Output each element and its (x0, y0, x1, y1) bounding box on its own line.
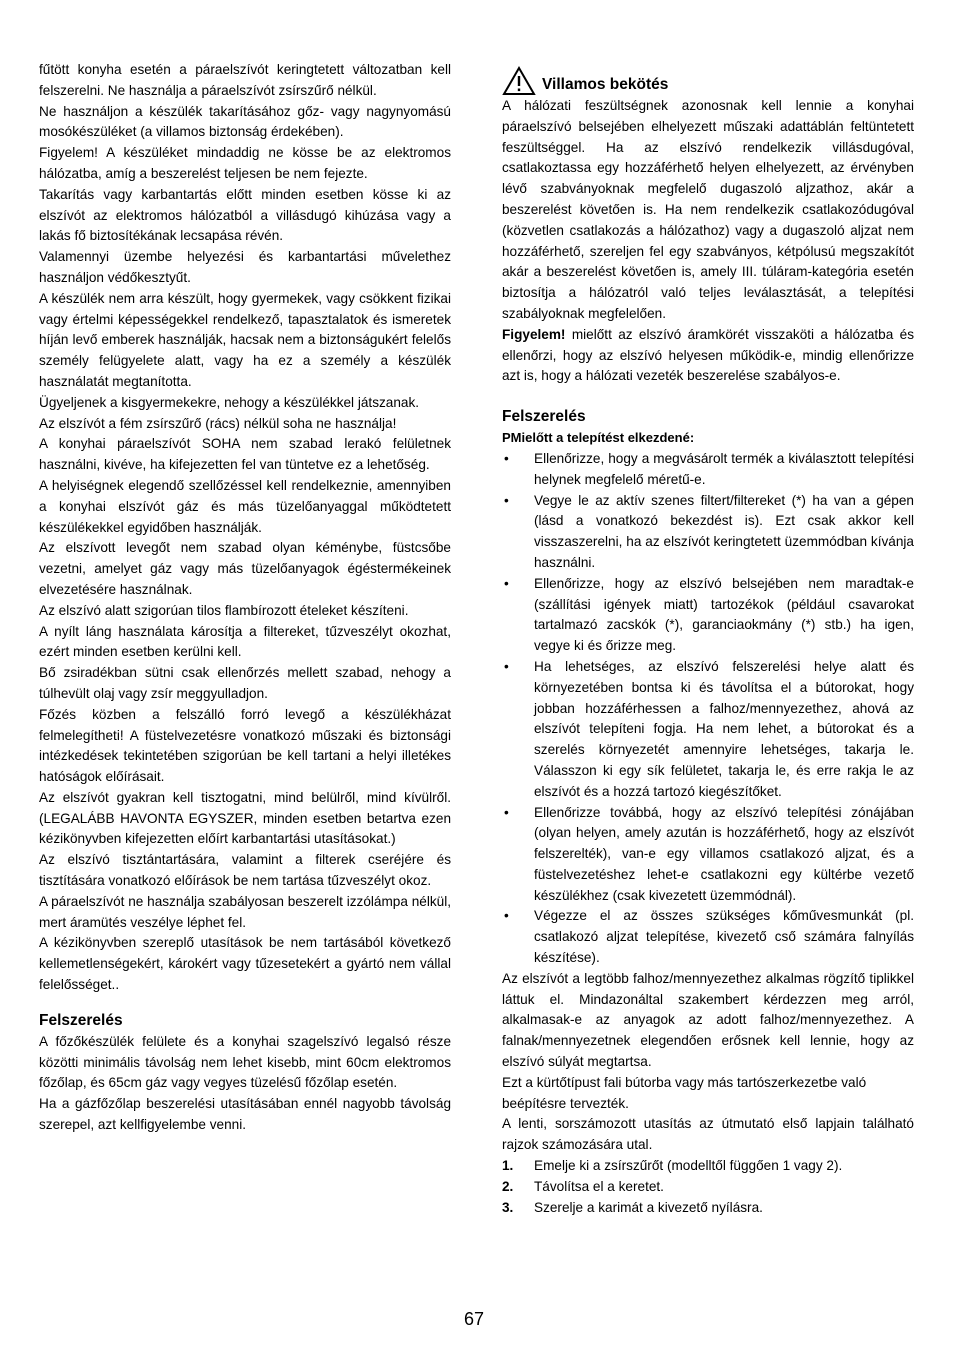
paragraph: Főzés közben a felszálló forró levegő a készülékházat felmelegítheti! A füstelvezetésre vonatkozó műszaki és biztonsági intézkedések tekintetében szigorúan be kell tartani a helyi illetékes hatóságok előírásait. (39, 706, 451, 785)
paragraph: Az elszívó alatt szigorúan tilos flambírozott ételeket készíteni. (39, 602, 409, 618)
paragraph: Az elszívott levegőt nem szabad olyan kéménybe, füstcsőbe vezetni, amelyet gáz vagy más tüzelőanyagok égéstermékeinek elvezetésére használnak. (39, 540, 451, 597)
paragraph: Figyelem! A készüléket mindaddig ne kösse be az elektromos hálózatba, amíg a beszerelést teljesen be nem fejezte. (39, 145, 451, 181)
paragraph: A főzőkészülék felülete és a konyhai szagelszívó legalsó része közötti minimális távolság nem lehet kisebb, mint 60cm elektromos főzőlap, és 65cm gáz vagy vegyes tüzelésű főzőlap esetén. (39, 1033, 451, 1091)
bullet-list (502, 449, 914, 969)
paragraph: Az elszívót a fém zsírszűrő (rács) nélkül soha ne használja! (39, 415, 397, 431)
step-text: Emelje ki a zsírszűrőt (modelltől függően 1 vagy 2). (534, 1158, 843, 1174)
warning-triangle-icon (502, 66, 536, 96)
paragraph: Takarítás vagy karbantartás előtt minden esetben kösse ki az elszívót az elektromos hálózatból a villásdugó kihúzása vagy a lakás fő biztosítékának lecsapása révén. (39, 186, 451, 244)
list-item: • Ellenőrizze, hogy a megvásárolt termék a kiválasztott telepítési helynek megfelelő méretű-e. (502, 449, 914, 491)
paragraph: Valamennyi üzembe helyezési és karbantartási művelethez használjon védőkesztyűt. (39, 249, 451, 285)
step-number: 2. (502, 1178, 514, 1194)
paragraph: A páraelszívót ne használja szabályosan beszerelt izzólámpa nélkül, mert áramütés veszélye léphet fel. (39, 893, 451, 930)
subheading: PMielőtt a telepítést elkezdené: (502, 430, 695, 446)
paragraph: A készülék nem arra készült, hogy gyermekek, vagy csökkent fizikai vagy értelmi képességekkel rendelkező, tapasztalatok és ismeretek híján levő emberek használják, hacsak nem a biztonságukért felelős személy felügyelete alatt, vagy ha ez a személy a készülék használatát megtanította. (39, 290, 451, 389)
section-heading-felszereles: Felszerelés (39, 1011, 123, 1029)
paragraph: Ügyeljenek a kisgyermekekre, nehogy a készülékkel játszanak. (39, 394, 420, 410)
paragraph: Az elszívót a legtöbb falhoz/mennyezethez alkalmas rögzítő tiplikkel láttuk el. Mindazonáltal szakembert kérdezzen meg arról, alkalmasak-e az anyagok az adott falhoz/mennyezethez. A falnak/mennyezetnek elegendően erősnek kell lennie, hogy az elszívó súlyát megtartsa. (502, 970, 914, 1070)
right-column (502, 60, 914, 1218)
step-number: 3. (502, 1199, 514, 1215)
step-number: 1. (502, 1158, 514, 1174)
left-column (39, 60, 451, 1136)
section-heading-villamos: Villamos bekötés (542, 76, 669, 93)
paragraph: Ha a gázfőzőlap beszerelési utasításában ennél nagyobb távolság szerepel, azt kellfigyelembe venni. (39, 1096, 451, 1133)
paragraph: Az elszívó tisztántartására, valamint a filterek cseréjére és tisztítására vonatkozó előírások be nem tartása tűzveszélyt okoz. (39, 852, 451, 889)
paragraph: A nyílt láng használata károsítja a filtereket, tűzveszélyt okozhat, ezért minden esetben kerülni kell. (39, 623, 451, 660)
list-item: • Vegye le az aktív szenes filtert/filtereket (*) ha van a gépen (lásd a vonatkozó bekezdést is). Ezt csak akkor kell visszaszerelni, ha az elszívót keringtetett üzemmódban kívánja használni. (502, 491, 914, 574)
step-item (502, 1156, 914, 1177)
list-item: • Végezze el az összes szükséges kőművesmunkát (pl. csatlakozó aljzat telepítése, kivezető cső számára falnyílás készítése). (502, 906, 914, 968)
paragraph: Az elszívót gyakran kell tisztogatni, mind belülről, mind kívülről. (LEGALÁBB HAVONTA EGYSZER, minden esetben betartva ezen kézikönyvben kifejezetten előírt karbantartási utasításokat.) (39, 789, 451, 847)
numbered-steps (502, 1156, 914, 1218)
step-text: Távolítsa el a keretet. (534, 1178, 664, 1194)
section-heading-felszereles: Felszerelés (502, 408, 586, 426)
paragraph: A kézikönyvben szereplő utasítások be nem tartásából következő kellemetlenségekért, károkért vagy tűzesetekért a gyártó nem vállal felelősséget.. (39, 935, 451, 993)
warning-paragraph (502, 325, 914, 387)
paragraph: A helyiségnek elegendő szellőzéssel kell rendelkeznie, amennyiben a konyhai elszívót gáz és más tüzelőanyaggal működtetett készülékekkel egyidőben használják. (39, 477, 451, 535)
paragraph: A konyhai páraelszívót SOHA nem szabad lerakó felületnek használni, kivéve, ha kifejezetten fel van tüntetve ez a lehetőség. (39, 436, 451, 473)
paragraph: A hálózati feszültségnek azonosnak kell lennie a konyhai páraelszívó belsejében elhelyezett műszaki adattáblán feltüntetett feszültséggel. Ha az elszívó rendelkezik villásdugóval, csatlakoztassa egy hozzáférhető helyen elhelyezett, az érvényben lévő szabványoknak megfelelő dugaszoló aljzathoz, akár a beszerelést követően is. Ha nem rendelkezik csatlakozódugóval (közvetlen csatlakozás a hálózathoz) vagy a dugaszoló aljzat nem hozzáférhető, szereljen fel egy szabványos, kétpólusú megszakítót akár a beszerelést követően is, amely III. túláram-kategória esetén biztosítja a hálózatról való teljes leválasztását, a telepítési szabályoknak megfelelően. (502, 98, 914, 321)
paragraph: A lenti, sorszámozott utasítás az útmutató első lapjain található rajzok számozására utal. (502, 1116, 914, 1153)
list-item: • Ellenőrizze továbbá, hogy az elszívó telepítési zónájában (olyan helyen, amely azután is hozzáférhető, hogy az elszívót felszerelték), van-e egy villamos csatlakozó aljzat, és a füstelvezetéshez lehet-e csatlakozni egy kültérbe vezető készülékhez (csak kivezetett üzemmódnál). (502, 803, 914, 907)
paragraph: Bő zsiradékban sütni csak ellenőrzés mellett szabad, nehogy a túlhevült olaj vagy zsír meggyulladjon. (39, 665, 451, 701)
list-item: • Ellenőrizze, hogy az elszívó belsejében nem maradtak-e (szállítási igények miatt) tartozékok (például csavarokat tartalmazó zacskók (*), garanciaokmány (*) stb.) ha igen, vegye ki és őrizze meg. (502, 574, 914, 657)
paragraph: fűtött konyha esetén a páraelszívót keringtetett változatban kell felszerelni. Ne használja a páraelszívót zsírszűrő nélkül. (39, 62, 451, 98)
list-item: • Ha lehetséges, az elszívó felszerelési helye alatt és környezetében bontsa ki és távolítsa el a bútorokat, hogy jobban hozzáférhessen a falhoz/mennyezethez, ahová az elszívót telepíteni fogja. Ha nem lehet, a bútorokat és a szerelés környezetét amennyire lehetséges, takarja le. Válasszon ki egy sík felületet, takarja le, és erre rakja le az elszívót és a hozzá tartozó kiegészítőket. (502, 657, 914, 803)
figyelem-text: mielőtt az elszívó áramkörét visszaköti a hálózatba és ellenőrzi, hogy az elszívó helyesen működik-e, mindig ellenőrizze azt is, hogy a hálózati vezeték beszerelése szabályos-e. (502, 326, 914, 384)
paragraph: Ne használjon a készülék takarításához gőz- vagy nagynyomású mosókészüléket (a villamos biztonság érdekében). (39, 103, 451, 140)
step-item (502, 1198, 914, 1219)
paragraph: Ezt a kürtőtípust fali bútorba vagy más tartószerkezetbe való beépítésre tervezték. (502, 1074, 867, 1111)
villamos-heading-row (502, 60, 914, 96)
step-item (502, 1177, 914, 1198)
page-number: 67 (464, 1309, 485, 1329)
figyelem-label: Figyelem! (502, 326, 566, 342)
step-text: Szerelje a karimát a kivezető nyílásra. (534, 1199, 763, 1215)
